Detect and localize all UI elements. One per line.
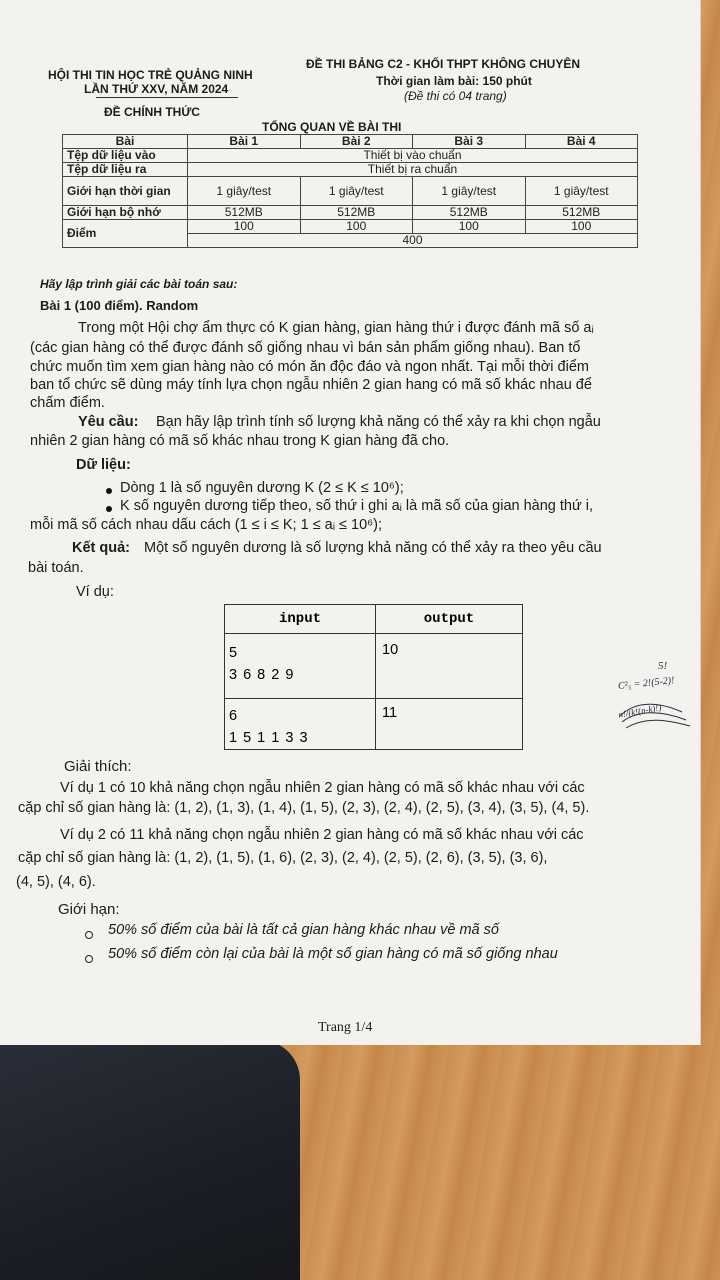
row-value: 512MB: [188, 206, 301, 220]
table-row: [63, 206, 638, 220]
row-label: Tệp dữ liệu vào: [63, 149, 188, 163]
example-output: 11: [376, 699, 523, 750]
table-row: [225, 634, 523, 699]
problem-header: Bài 4: [525, 135, 638, 149]
row-value: 100: [300, 220, 413, 234]
requirement-line: nhiên 2 gian hàng có mã số khác nhau trong K gian hàng đã cho.: [30, 433, 450, 449]
row-value: 1 giây/test: [300, 177, 413, 206]
row-value: Thiết bị vào chuẩn: [188, 149, 638, 163]
limit-item: 50% số điểm của bài là tất cả gian hàng khác nhau về mã số: [108, 922, 499, 938]
overview-table: [62, 134, 638, 248]
row-value: 1 giây/test: [188, 177, 301, 206]
problem-header: Bài 3: [413, 135, 526, 149]
data-item: Dòng 1 là số nguyên dương K (2 ≤ K ≤ 10⁶);: [120, 480, 404, 496]
col-header: Bài: [63, 135, 188, 149]
handwritten-note: 5!: [658, 660, 668, 672]
requirement-line: Bạn hãy lập trình tính số lượng khả năng có thể xảy ra khi chọn ngẫu: [156, 414, 601, 430]
table-row: [225, 605, 523, 634]
row-value: 100: [188, 220, 301, 234]
problem-title: Bài 1 (100 điểm). Random: [40, 298, 199, 313]
dark-fabric: [0, 1040, 300, 1280]
result-line: bài toán.: [28, 560, 84, 576]
row-value: 1 giây/test: [413, 177, 526, 206]
exam-pages: (Đề thi có 04 trang): [404, 89, 507, 103]
example-input-line: 5: [229, 645, 239, 661]
table-row: [225, 699, 523, 750]
org-line1: HỘI THI TIN HỌC TRẺ QUẢNG NINH: [48, 68, 253, 82]
handwritten-note: C²₅ = 2!(5-2)!: [617, 675, 675, 692]
handwritten-note: n!/(k!(n-k)!): [617, 702, 663, 720]
intro-line: chức muốn tìm xem gian hàng nào có món ăn độc đáo và ngon nhất. Tại mỗi thời điểm: [30, 359, 589, 375]
example-table: [224, 604, 523, 750]
result-label: Kết quả:: [72, 540, 130, 556]
example-output: 10: [376, 634, 523, 699]
header-divider: [96, 97, 238, 98]
explanation-line: cặp chỉ số gian hàng là: (1, 2), (1, 3), (1, 4), (1, 5), (2, 3), (2, 4), (2, 5), (3, 4), (3, 5), (4, 5).: [18, 800, 590, 816]
input-header: input: [225, 605, 376, 634]
overview-title: TỔNG QUAN VỀ BÀI THI: [262, 120, 402, 134]
limit-item: 50% số điểm còn lại của bài là một số gian hàng có mã số giống nhau: [108, 946, 558, 962]
row-label: Điểm: [63, 220, 188, 248]
intro-line: chấm điểm.: [30, 395, 105, 411]
explanation-line: cặp chỉ số gian hàng là: (1, 2), (1, 5), (1, 6), (2, 3), (2, 4), (2, 5), (2, 6), (3, 5), (3, 6),: [18, 850, 548, 866]
data-label: Dữ liệu:: [76, 457, 131, 473]
bullet-icon: [106, 506, 112, 512]
exam-title: ĐỀ THI BẢNG C2 - KHỐI THPT KHÔNG CHUYÊN: [306, 57, 581, 71]
row-value: Thiết bị ra chuẩn: [188, 163, 638, 177]
official-label: ĐỀ CHÍNH THỨC: [104, 105, 200, 119]
data-item-cont: mỗi mã số cách nhau dấu cách (1 ≤ i ≤ K; 1 ≤ aᵢ ≤ 10⁶);: [30, 517, 382, 533]
table-row: [63, 220, 638, 234]
ring-bullet-icon: [85, 955, 93, 963]
row-value: 100: [525, 220, 638, 234]
row-value: 512MB: [525, 206, 638, 220]
points-total: 400: [188, 234, 638, 248]
problem-header: Bài 2: [300, 135, 413, 149]
bullet-icon: [106, 488, 112, 494]
row-value: 512MB: [300, 206, 413, 220]
explanation-label: Giải thích:: [64, 758, 132, 775]
explanation-line: (4, 5), (4, 6).: [16, 874, 96, 890]
row-label: Tệp dữ liệu ra: [63, 163, 188, 177]
intro-line: Trong một Hội chợ ẩm thực có K gian hàng, gian hàng thứ i được đánh mã số aᵢ: [78, 320, 594, 336]
example-input-line: 3 6 8 2 9: [229, 667, 295, 683]
row-value: 512MB: [413, 206, 526, 220]
example-input-line: 1 5 1 1 3 3: [229, 730, 309, 746]
org-line2: LẦN THỨ XXV, NĂM 2024: [84, 82, 229, 96]
example-input: [225, 634, 376, 699]
problem-header: Bài 1: [188, 135, 301, 149]
data-item: K số nguyên dương tiếp theo, số thứ i ghi aᵢ là mã số của gian hàng thứ i,: [120, 498, 593, 514]
table-row: [63, 177, 638, 206]
result-line: Một số nguyên dương là số lượng khả năng có thể xảy ra theo yêu cầu: [144, 540, 602, 556]
intro-line: ban tổ chức sẽ dùng máy tính lựa chọn ngẫu nhiên 2 gian hang có mã số khác nhau để: [30, 377, 592, 393]
table-row: [63, 149, 638, 163]
exam-duration: Thời gian làm bài: 150 phút: [376, 74, 532, 88]
example-label: Ví dụ:: [76, 584, 114, 600]
table-row: [63, 135, 638, 149]
example-input: [225, 699, 376, 750]
explanation-line: Ví dụ 2 có 11 khả năng chọn ngẫu nhiên 2 gian hàng có mã số khác nhau với các: [60, 827, 584, 843]
explanation-line: Ví dụ 1 có 10 khả năng chọn ngẫu nhiên 2 gian hàng có mã số khác nhau với các: [60, 780, 585, 796]
output-header: output: [376, 605, 523, 634]
page-number: Trang 1/4: [318, 1020, 373, 1035]
requirement-label: Yêu cầu:: [78, 414, 139, 430]
ring-bullet-icon: [85, 931, 93, 939]
row-value: 100: [413, 220, 526, 234]
intro-line: (các gian hàng có thể được đánh số giống nhau vì bán sản phẩm giống nhau). Ban tổ: [30, 340, 581, 356]
row-label: Giới hạn bộ nhớ: [63, 206, 188, 220]
row-value: 1 giây/test: [525, 177, 638, 206]
row-label: Giới hạn thời gian: [63, 177, 188, 206]
limits-label: Giới hạn:: [58, 901, 120, 918]
scribble-mark: [616, 694, 696, 734]
example-input-line: 6: [229, 708, 239, 724]
instruction: Hãy lập trình giải các bài toán sau:: [40, 277, 238, 291]
table-row: [63, 163, 638, 177]
